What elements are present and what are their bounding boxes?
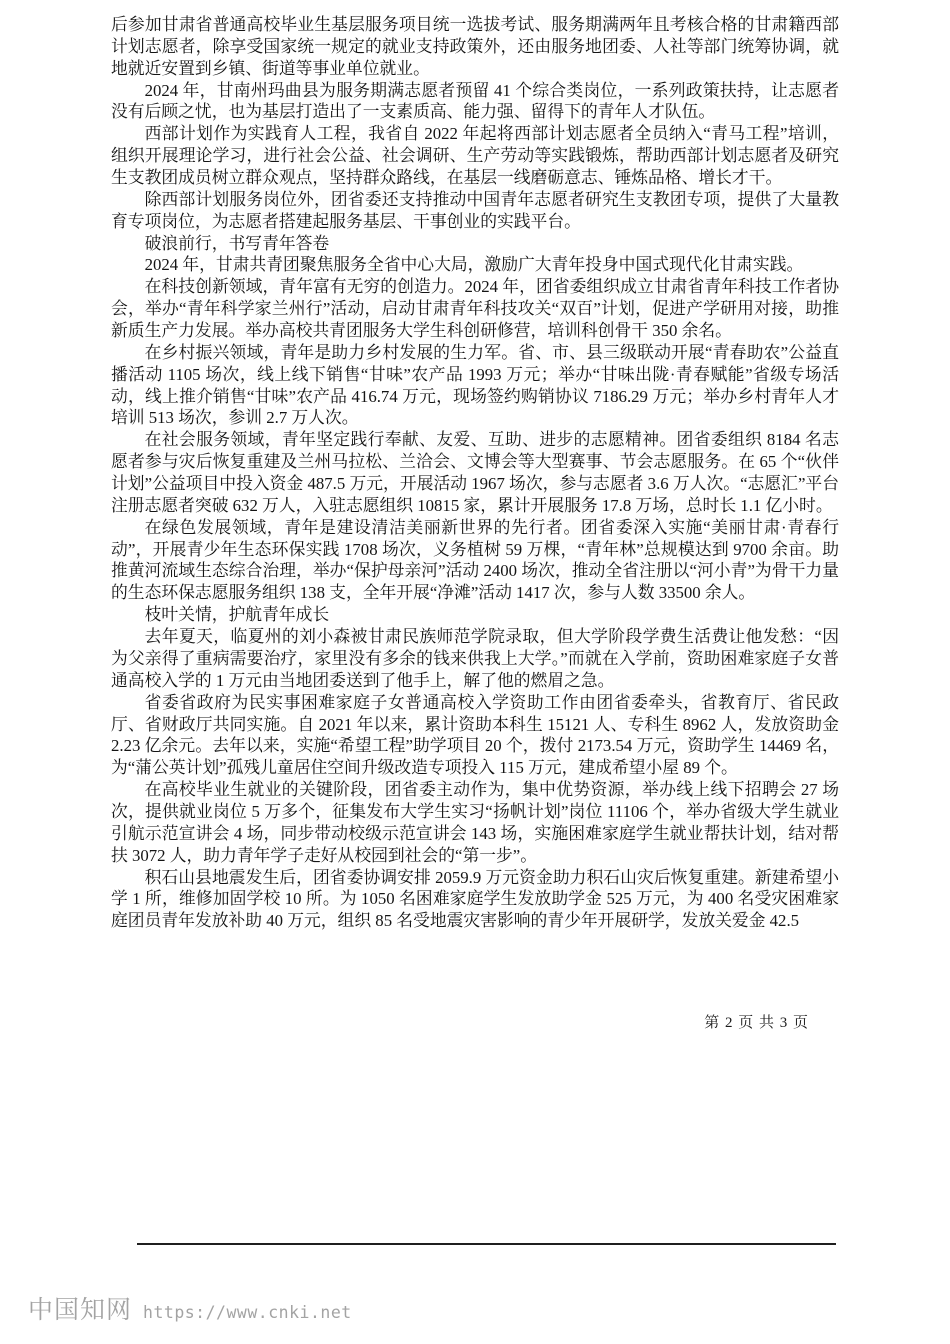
page-number: 第 2 页 共 3 页 (704, 1015, 809, 1031)
paragraph-continuation: 后参加甘肃省普通高校毕业生基层服务项目统一选拔考试、服务期满两年且考核合格的甘肃籍西部计划志愿者，除享受国家统一规定的就业支持政策外，还由服务地团委、人社等部门统筹协调，就地就近安置到乡镇、街道等事业单位就业。 (111, 15, 839, 78)
section-heading: 枝叶关情，护航青年成长 (144, 605, 330, 625)
paragraph: 省委省政府为民实事困难家庭子女普通高校入学资助工作由团省委牵头，省教育厅、省民政厅、省财政厅共同实施。自 2021 年以来，累计资助本科生 15121 人、专科生 8962 人，发放资助金 2.23 亿余元。去年以来，实施“希望工程”助学项目 20 个，拨付 2173.54 万元，资助学生 14469 名，为“蒲公英计划”孤残儿童居住空间升级改造专项投入 115 万元，建成希望小屋 89 个。 (111, 692, 839, 778)
paragraph: 在乡村振兴领域，青年是助力乡村发展的生力军。省、市、县三级联动开展“青春助农”公益直播活动 1105 场次，线上线下销售“甘味”农产品 1993 万元；举办“甘味出陇·青春赋能”省级专场活动，线上推介销售“甘味”农产品 416.74 万元，现场签约购销协议 7186.29 万元；举办乡村青年人才培训 513 场次，参训 2.7 万人次。 (111, 342, 839, 428)
cnki-watermark (28, 1290, 352, 1326)
paragraph: 2024 年，甘肃共青团聚焦服务全省中心大局，激励广大青年投身中国式现代化甘肃实践。 (144, 255, 804, 275)
cnki-url-text: https://www.cnki.net (143, 1303, 352, 1322)
paragraph: 积石山县地震发生后，团省委协调安排 2059.9 万元资金助力积石山灾后恢复重建。新建希望小学 1 所，维修加固学校 10 所。为 1050 名困难家庭学生发放助学金 525 万元，为 400 名受灾困难家庭团员青年发放补助 40 万元，组织 85 名受地震灾害影响的青少年开展研学，发放关爱金 42.5 (111, 867, 839, 931)
section-heading: 破浪前行，书写青年答卷 (144, 233, 330, 253)
paragraph: 在科技创新领域，青年富有无穷的创造力。2024 年，团省委组织成立甘肃省青年科技工作者协会，举办“青年科学家兰州行”活动，启动甘肃青年科技攻关“双百”计划，促进产学研用对接，助推新质生产力发展。举办高校共青团服务大学生科创研修营，培训科创骨干 350 余名。 (111, 277, 839, 341)
paragraph: 在社会服务领域，青年坚定践行奉献、友爱、互助、进步的志愿精神。团省委组织 8184 名志愿者参与灾后恢复重建及兰州马拉松、兰洽会、文博会等大型赛事、节会志愿服务。在 65 个“伙伴计划”公益项目中投入资金 487.5 万元，开展活动 1967 场次，参与志愿者 3.6 万人次。“志愿汇”平台注册志愿者突破 632 万人，入驻志愿组织 10815 家，累计开展服务 17.8 万场，总时长 1.1 亿小时。 (111, 430, 839, 515)
paragraph: 除西部计划服务岗位外，团省委还支持推动中国青年志愿者研究生支教团专项，提供了大量教育专项岗位，为志愿者搭建起服务基层、干事创业的实践平台。 (111, 189, 839, 231)
article-body (111, 14, 839, 932)
paragraph: 去年夏天，临夏州的刘小森被甘肃民族师范学院录取，但大学阶段学费生活费让他发愁：“因为父亲得了重病需要治疗，家里没有多余的钱来供我上大学。”而就在入学前，资助困难家庭子女普通高校入学的 1 万元由当地团委送到了他手上，解了他的燃眉之急。 (111, 627, 839, 690)
footer-divider (137, 1243, 836, 1245)
paragraph: 在绿色发展领域，青年是建设清洁美丽新世界的先行者。团省委深入实施“美丽甘肃·青春行动”，开展青少年生态环保实践 1708 场次，义务植树 59 万棵，“青年林”总规模达到 9700 余亩。助推黄河流域生态综合治理，举办“保护母亲河”活动 2400 场次，推动全省注册以“河小青”为骨干力量的生态环保志愿服务组织 138 支，全年开展“净滩”活动 1417 次，参与人数 33500 余人。 (111, 517, 839, 603)
paragraph: 在高校毕业生就业的关键阶段，团省委主动作为，集中优势资源，举办线上线下招聘会 27 场次，提供就业岗位 5 万多个，征集发布大学生实习“扬帆计划”岗位 11106 个，举办省级大学生就业引航示范宣讲会 4 场，同步带动校级示范宣讲会 143 场，实施困难家庭学生就业帮扶计划，结对帮扶 3072 人，助力青年学子走好从校园到社会的“第一步”。 (111, 780, 839, 865)
paragraph: 西部计划作为实践育人工程，我省自 2022 年起将西部计划志愿者全员纳入“青马工程”培训，组织开展理论学习，进行社会公益、社会调研、生产劳动等实践锻炼，帮助西部计划志愿者及研究生支教团成员树立群众观点，坚持群众路线，在基层一线磨砺意志、锤炼品格、增长才干。 (111, 124, 839, 188)
cnki-logo-text: 中国知网 (28, 1297, 133, 1324)
paragraph: 2024 年，甘南州玛曲县为服务期满志愿者预留 41 个综合类岗位，一系列政策扶持，让志愿者没有后顾之忧，也为基层打造出了一支素质高、能力强、留得下的青年人才队伍。 (111, 80, 839, 122)
